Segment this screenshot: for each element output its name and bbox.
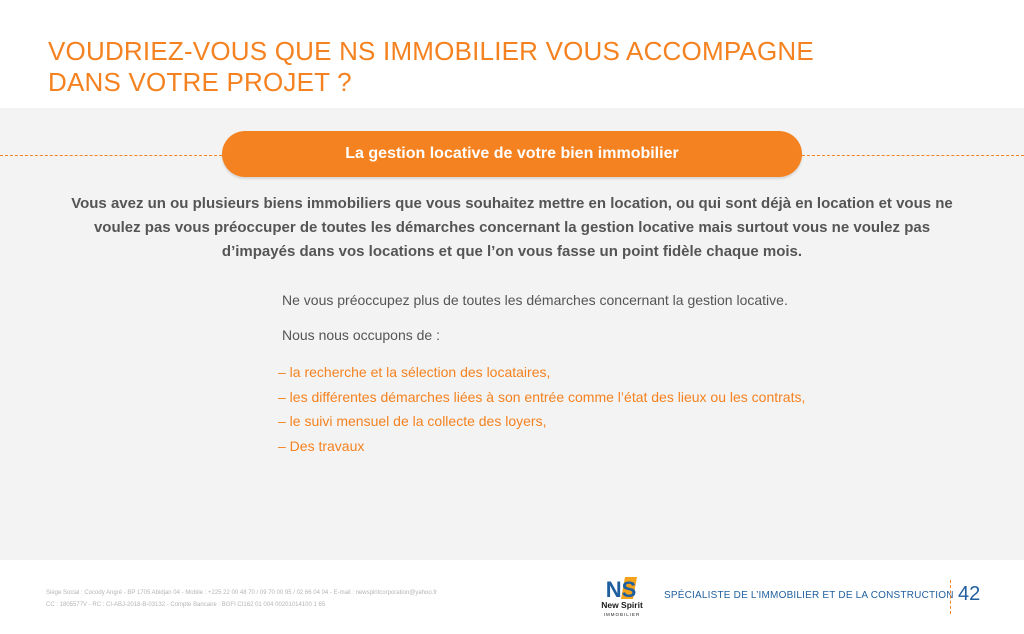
- footer-tagline: SPÉCIALISTE DE L’IMMOBILIER ET DE LA CONSTRUCTION: [664, 590, 954, 601]
- page-title-line-1: VOUDRIEZ-VOUS QUE NS IMMOBILIER VOUS ACCOMPAGNE: [48, 36, 814, 66]
- paragraph-no-worries: Ne vous préoccupez plus de toutes les démarches concernant la gestion locative.: [282, 292, 788, 308]
- footer-address-line-1: Siège Social : Cocody Angré - BP 1705 Abidjan 04 - Mobile : +225 22 00 48 70 / 09 70 00 95 / 02 66 04 04 - E-mail : newspiritcorporation@yahoo.fr: [46, 590, 438, 596]
- dotted-rule-left: [0, 155, 222, 156]
- logo-subtitle: IMMOBILIER: [603, 612, 641, 617]
- section-heading-pill: La gestion locative de votre bien immobilier: [222, 131, 802, 177]
- page-title-line-2: DANS VOTRE PROJET ?: [48, 67, 352, 97]
- services-list: [278, 360, 805, 458]
- paragraph-we-handle: Nous nous occupons de :: [282, 327, 440, 343]
- list-item: – la recherche et la sélection des locataires,: [278, 364, 551, 380]
- new-spirit-logo: [593, 575, 651, 619]
- page-title: [48, 36, 814, 98]
- page-number-divider: [950, 580, 951, 614]
- logo-letters: NS: [605, 577, 637, 602]
- intro-line-2: voulez pas vous préoccuper de toutes les démarches concernant la gestion locative mais surtout vous ne voulez pas: [93, 219, 931, 236]
- list-item: – le suivi mensuel de la collecte des loyers,: [278, 413, 547, 429]
- intro-line-1: Vous avez un ou plusieurs biens immobiliers que vous souhaitez mettre en location, ou qui sont déjà en location et vous ne: [71, 195, 953, 212]
- list-item: – les différentes démarches liées à son entrée comme l’état des lieux ou les contrats,: [278, 388, 806, 405]
- list-item: – Des travaux: [278, 437, 365, 454]
- page-number: 42: [958, 583, 981, 605]
- logo-name: New Spirit: [601, 600, 643, 610]
- intro-line-3: d’impayés dans vos locations et que l’on vous fasse un point fidèle chaque mois.: [221, 243, 803, 260]
- intro-paragraph: [40, 192, 984, 264]
- dotted-rule-right: [802, 155, 1024, 156]
- footer-address-line-2: CC : 1805577V - RC : CI-ABJ-2018-B-03132 - Compte Bancaire : BGFI CI162 01 004 00201014100 1 65: [46, 602, 326, 608]
